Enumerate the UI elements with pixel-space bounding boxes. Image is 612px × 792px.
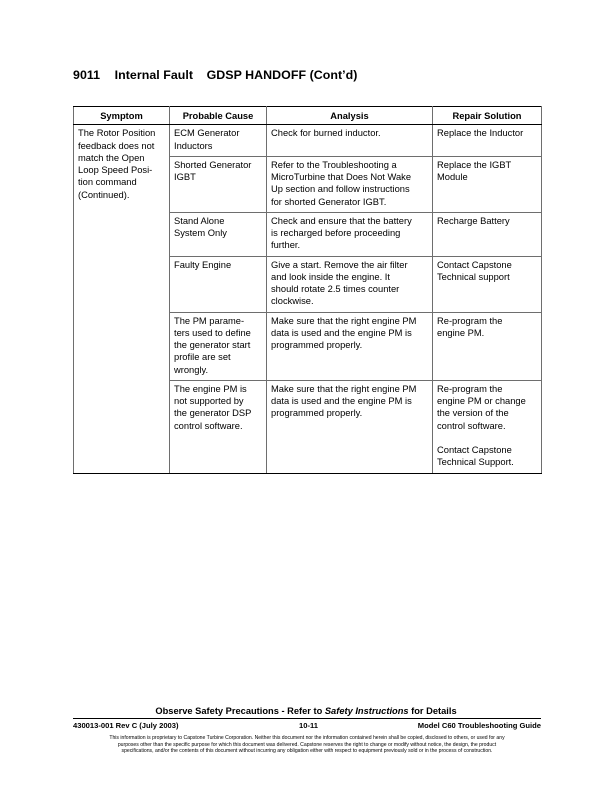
cell-text-line: the generator DSP — [174, 408, 252, 419]
cell-text-line: The engine PM is — [174, 383, 247, 394]
cell-text-line: Make sure that the right engine PM — [271, 383, 417, 394]
cell-text-line: further. — [271, 240, 301, 251]
cell-text-line: programmed properly. — [271, 408, 363, 419]
cell-text-line: should rotate 2.5 times counter — [271, 284, 400, 294]
analysis-cell — [267, 212, 433, 256]
cell-text-line: Inductors — [174, 140, 213, 151]
safety-instructions-reference: Safety Instructions — [324, 706, 409, 716]
cell-text-line: engine PM or change — [437, 396, 526, 406]
cell-text-line: data is used and the engine PM is — [271, 327, 412, 338]
document-number: 430013-001 Rev C (July 2003) — [73, 721, 179, 730]
analysis-cell — [267, 125, 433, 157]
cell-text-line: Shorted Generator — [174, 159, 252, 170]
cell-text-line: Replace the IGBT — [437, 159, 512, 170]
cell-text-line: The PM parame- — [174, 315, 245, 326]
column-header-symptom: Symptom — [74, 107, 170, 125]
cell-text-line: not supported by — [174, 396, 244, 406]
proprietary-notice — [73, 735, 541, 755]
cell-text-line: feedback does not — [78, 140, 155, 151]
table-row — [74, 125, 542, 157]
cell-text-line: tion command — [78, 177, 137, 188]
cell-text-line: Technical Support. — [437, 457, 514, 468]
cell-text-line: profile are set — [174, 352, 231, 363]
cell-text-line: System Only — [174, 228, 227, 238]
repair-solution-cell — [433, 156, 542, 212]
cell-text-line: the generator start — [174, 340, 251, 350]
repair-solution-cell — [433, 380, 542, 473]
cell-text-line: Loop Speed Posi- — [78, 165, 153, 175]
analysis-cell — [267, 256, 433, 312]
cell-text-line: Make sure that the right engine PM — [271, 315, 417, 326]
fault-name: Internal Fault — [114, 68, 194, 82]
cell-text-line: match the Open — [78, 152, 145, 163]
cell-text-line: Check and ensure that the battery — [271, 215, 412, 226]
analysis-cell — [267, 156, 433, 212]
cell-text-line: clockwise. — [271, 296, 314, 307]
cell-text-line: MicroTurbine that Does Not Wake — [271, 172, 412, 182]
safety-notice-suffix: for Details — [408, 706, 457, 716]
repair-solution-cell — [433, 125, 542, 157]
column-header-repair-solution: Repair Solution — [433, 107, 542, 125]
cell-text-line: Stand Alone — [174, 215, 225, 226]
cell-text-line: programmed properly. — [271, 340, 363, 350]
cell-text-line: Re-program the — [437, 315, 503, 326]
cell-text-line: Replace the Inductor — [437, 128, 524, 139]
probable-cause-cell — [170, 156, 267, 212]
analysis-cell — [267, 312, 433, 380]
cell-text-line: Contact Capstone — [437, 445, 512, 455]
cell-text-line: Refer to the Troubleshooting a — [271, 159, 397, 170]
cell-text-line: Contact Capstone — [437, 259, 512, 270]
cell-text-line: wrongly. — [174, 364, 209, 375]
symptom-cell — [74, 125, 170, 473]
troubleshooting-table — [73, 106, 542, 474]
cell-text-line: ters used to define — [174, 327, 251, 338]
cell-text-line: engine PM. — [437, 327, 485, 338]
cell-text-line: Module — [437, 172, 468, 182]
analysis-cell — [267, 380, 433, 473]
cell-text-line: is recharged before proceeding — [271, 228, 401, 238]
cell-text-line: control software. — [174, 420, 243, 431]
probable-cause-cell — [170, 212, 267, 256]
cell-text-line: control software. — [437, 420, 506, 431]
guide-title: Model C60 Troubleshooting Guide — [417, 721, 541, 730]
cell-text-line — [437, 432, 537, 444]
table-header-row — [74, 107, 542, 125]
fault-code: 9011 — [73, 68, 101, 82]
column-header-probable-cause: Probable Cause — [170, 107, 267, 125]
safety-notice — [0, 706, 612, 716]
probable-cause-cell — [170, 312, 267, 380]
cell-text-line: The Rotor Position — [78, 128, 156, 139]
cell-text-line: Recharge Battery — [437, 215, 510, 226]
cell-text-line: Check for burned inductor. — [271, 128, 381, 139]
repair-solution-cell — [433, 212, 542, 256]
cell-text-line: IGBT — [174, 172, 196, 182]
proprietary-notice-line: purposes other than the specific purpose for which this document was delivered. Capstone reserves the right to change or modify without notice, the design, the product — [117, 741, 497, 748]
cell-text-line: ECM Generator — [174, 128, 240, 139]
cell-text-line: and look inside the engine. It — [271, 271, 390, 282]
fault-subtitle: GDSP HANDOFF (Cont’d) — [206, 68, 358, 82]
proprietary-notice-line: specifications, and/or the contents of this document without incurring any obligation either with respect to equipment previously sold or in the process of construction. — [121, 748, 493, 755]
proprietary-notice-line: This information is proprietary to Capstone Turbine Corporation. Neither this document nor the information contained herein shall be copied, disclosed to others, or used for any — [109, 735, 505, 741]
cell-text-line: Faulty Engine — [174, 259, 232, 270]
probable-cause-cell — [170, 380, 267, 473]
cell-text-line: Give a start. Remove the air filter — [271, 259, 408, 270]
cell-text-line: data is used and the engine PM is — [271, 396, 412, 406]
probable-cause-cell — [170, 125, 267, 157]
page-number: 10-11 — [299, 721, 319, 730]
column-header-analysis: Analysis — [267, 107, 433, 125]
cell-text-line: the version of the — [437, 408, 509, 419]
page-title — [73, 68, 357, 82]
repair-solution-cell — [433, 312, 542, 380]
probable-cause-cell — [170, 256, 267, 312]
cell-text-line: Up section and follow instructions — [271, 184, 410, 195]
cell-text-line: (Continued). — [78, 189, 130, 200]
cell-text-line: for shorted Generator IGBT. — [271, 196, 387, 207]
safety-notice-prefix: Observe Safety Precautions - Refer to — [155, 706, 325, 716]
cell-text-line: Re-program the — [437, 383, 503, 394]
cell-text-line: Technical support — [437, 271, 510, 282]
footer-divider — [73, 718, 541, 719]
repair-solution-cell — [433, 256, 542, 312]
